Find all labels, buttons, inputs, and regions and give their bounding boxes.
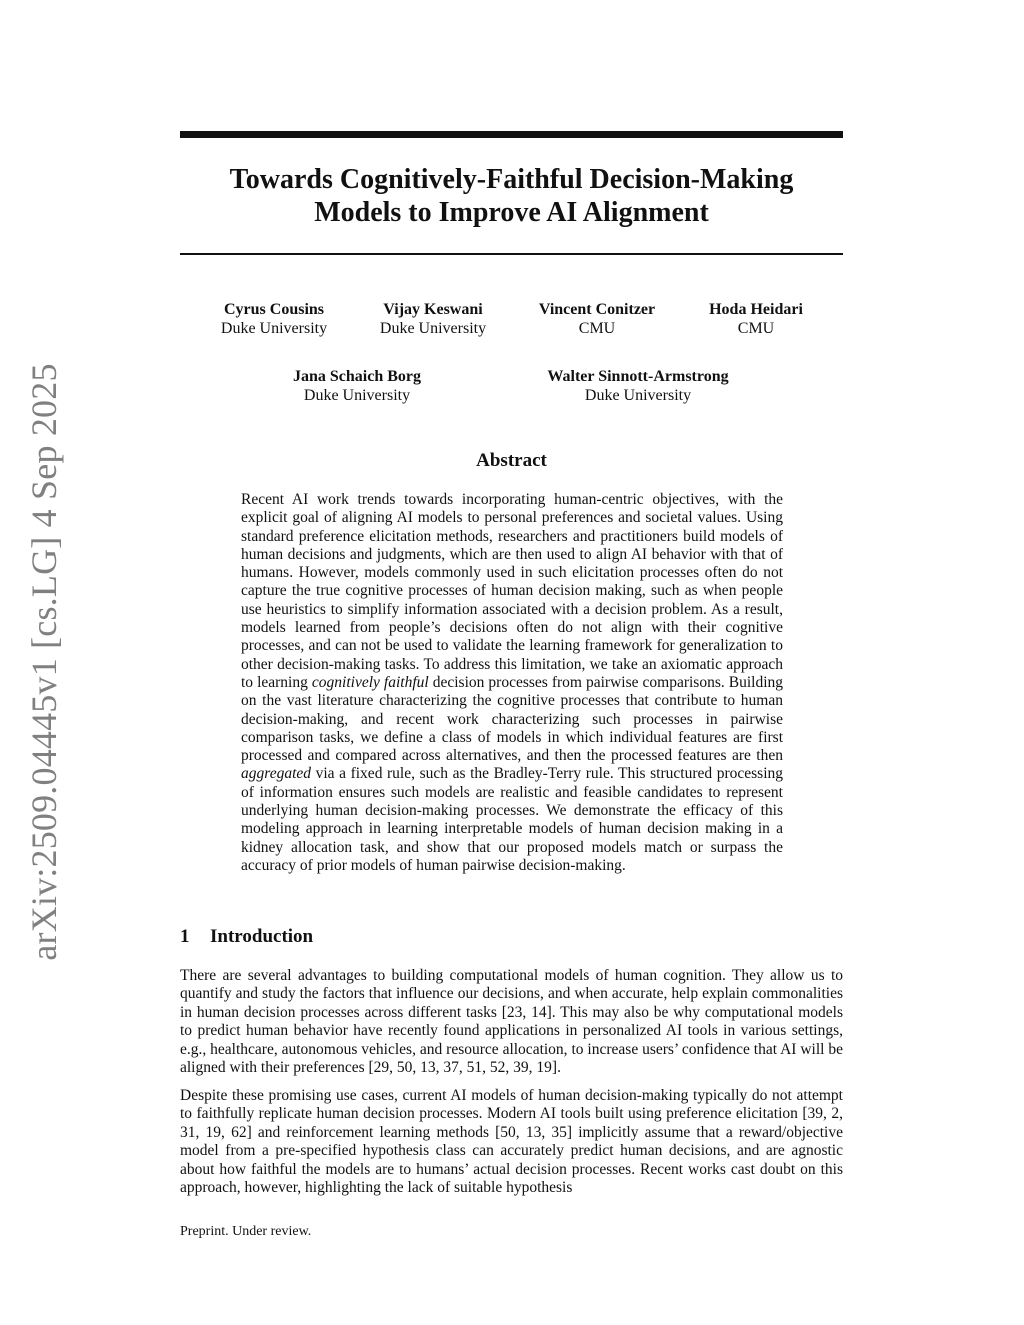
author-affiliation: Duke University [379,320,487,337]
author-name: Cyrus Cousins [223,301,325,318]
author-name: Jana Schaich Borg [292,368,421,385]
abstract-text-part: Recent AI work trends towards incorporating human-centric objectives, with the explicit goal of aligning AI models to personal preferences and societal values. Using standard preference elicitation methods, researchers and practitioners build models of human decisions and judgments, which are then used to align AI behavior with that of humans. However, models commonly used in such elicitation processes often do not capture the true cognitive processes of human decision making, such as when people use heuristics to simplify information associated with a decision problem. As a result, models learned from people’s decisions often do not align with their cognitive processes, and can not be used to validate the learning framework for generalization to other decision-making tasks. To address this limitation, we take an axiomatic approach to learning [241,491,783,691]
author-name: Hoda Heidari [709,301,803,318]
abstract-text-part: via a fixed rule, such as the Bradley-Terry rule. This structured processing of information ensures such models are realistic and feasible candidates to represent underlying human decision-making processes. We demonstrate the efficacy of this modeling approach in learning interpretable models of human decision making in a kidney allocation task, and show that our proposed models match or surpass the accuracy of prior models of human pairwise decision-making. [241,765,783,874]
title-rule-top [180,131,843,138]
author-block [508,367,768,405]
author-affiliation: Duke University [584,387,692,404]
title-line-2: Models to Improve AI Alignment [314,197,709,228]
section-number: 1 [180,926,190,947]
author-block [257,367,457,405]
abstract-text [241,491,783,875]
title-rule-bottom [180,253,843,255]
introduction-paragraph: There are several advantages to building computational models of human cognition. They allow us to quantify and study the factors that influence our decisions, and when accurate, help explain commonalities in human decision processes across different tasks [23, 14]. This may also be why computational models to predict human behavior have recently found applications in personalized AI tools in various settings, e.g., healthcare, autonomous vehicles, and resource allocation, to increase users’ confidence that AI will be aligned with their preferences [29, 50, 13, 37, 51, 52, 39, 19]. [180,967,843,1077]
author-affiliation: CMU [578,320,616,337]
arxiv-identifier-stamp: arXiv:2509.04445v1 [cs.LG] 4 Sep 2025 [24,363,64,961]
footer-note: Preprint. Under review. [180,1224,312,1239]
author-affiliation: Duke University [303,387,411,404]
abstract-heading: Abstract [476,450,547,471]
author-affiliation: CMU [737,320,775,337]
author-name: Vijay Keswani [383,301,483,318]
author-affiliation: Duke University [220,320,328,337]
abstract-text-part: decision processes from pairwise comparisons. Building on the vast literature characterizing the cognitive processes that contribute to human decision-making, and recent work characterizing such processes in pairwise comparison tasks, we define a class of models in which individual features are first processed and compared across alternatives, and then the processed features are then [241,673,784,765]
author-block [656,300,856,338]
introduction-paragraph: Despite these promising use cases, current AI models of human decision-making typically do not attempt to faithfully replicate human decision processes. Modern AI tools built using preference elicitation [39, 2, 31, 19, 62] and reinforcement learning methods [50, 13, 35] implicitly assume that a reward/objective model from a pre-specified hypothesis class can accurately predict human decisions, and are agnostic about how faithful the models are to humans’ actual decision processes. Recent works cast doubt on this approach, however, highlighting the lack of suitable hypothesis [180,1087,843,1197]
abstract-italic-term: aggregated [241,765,312,783]
section-title: Introduction [210,926,314,947]
author-name: Vincent Conitzer [538,301,656,318]
section-heading-introduction [180,926,313,948]
paper-title [180,163,843,229]
title-line-1: Towards Cognitively-Faithful Decision-Making [229,164,794,195]
abstract-italic-term: cognitively faithful [311,673,429,691]
author-name: Walter Sinnott-Armstrong [547,368,729,385]
